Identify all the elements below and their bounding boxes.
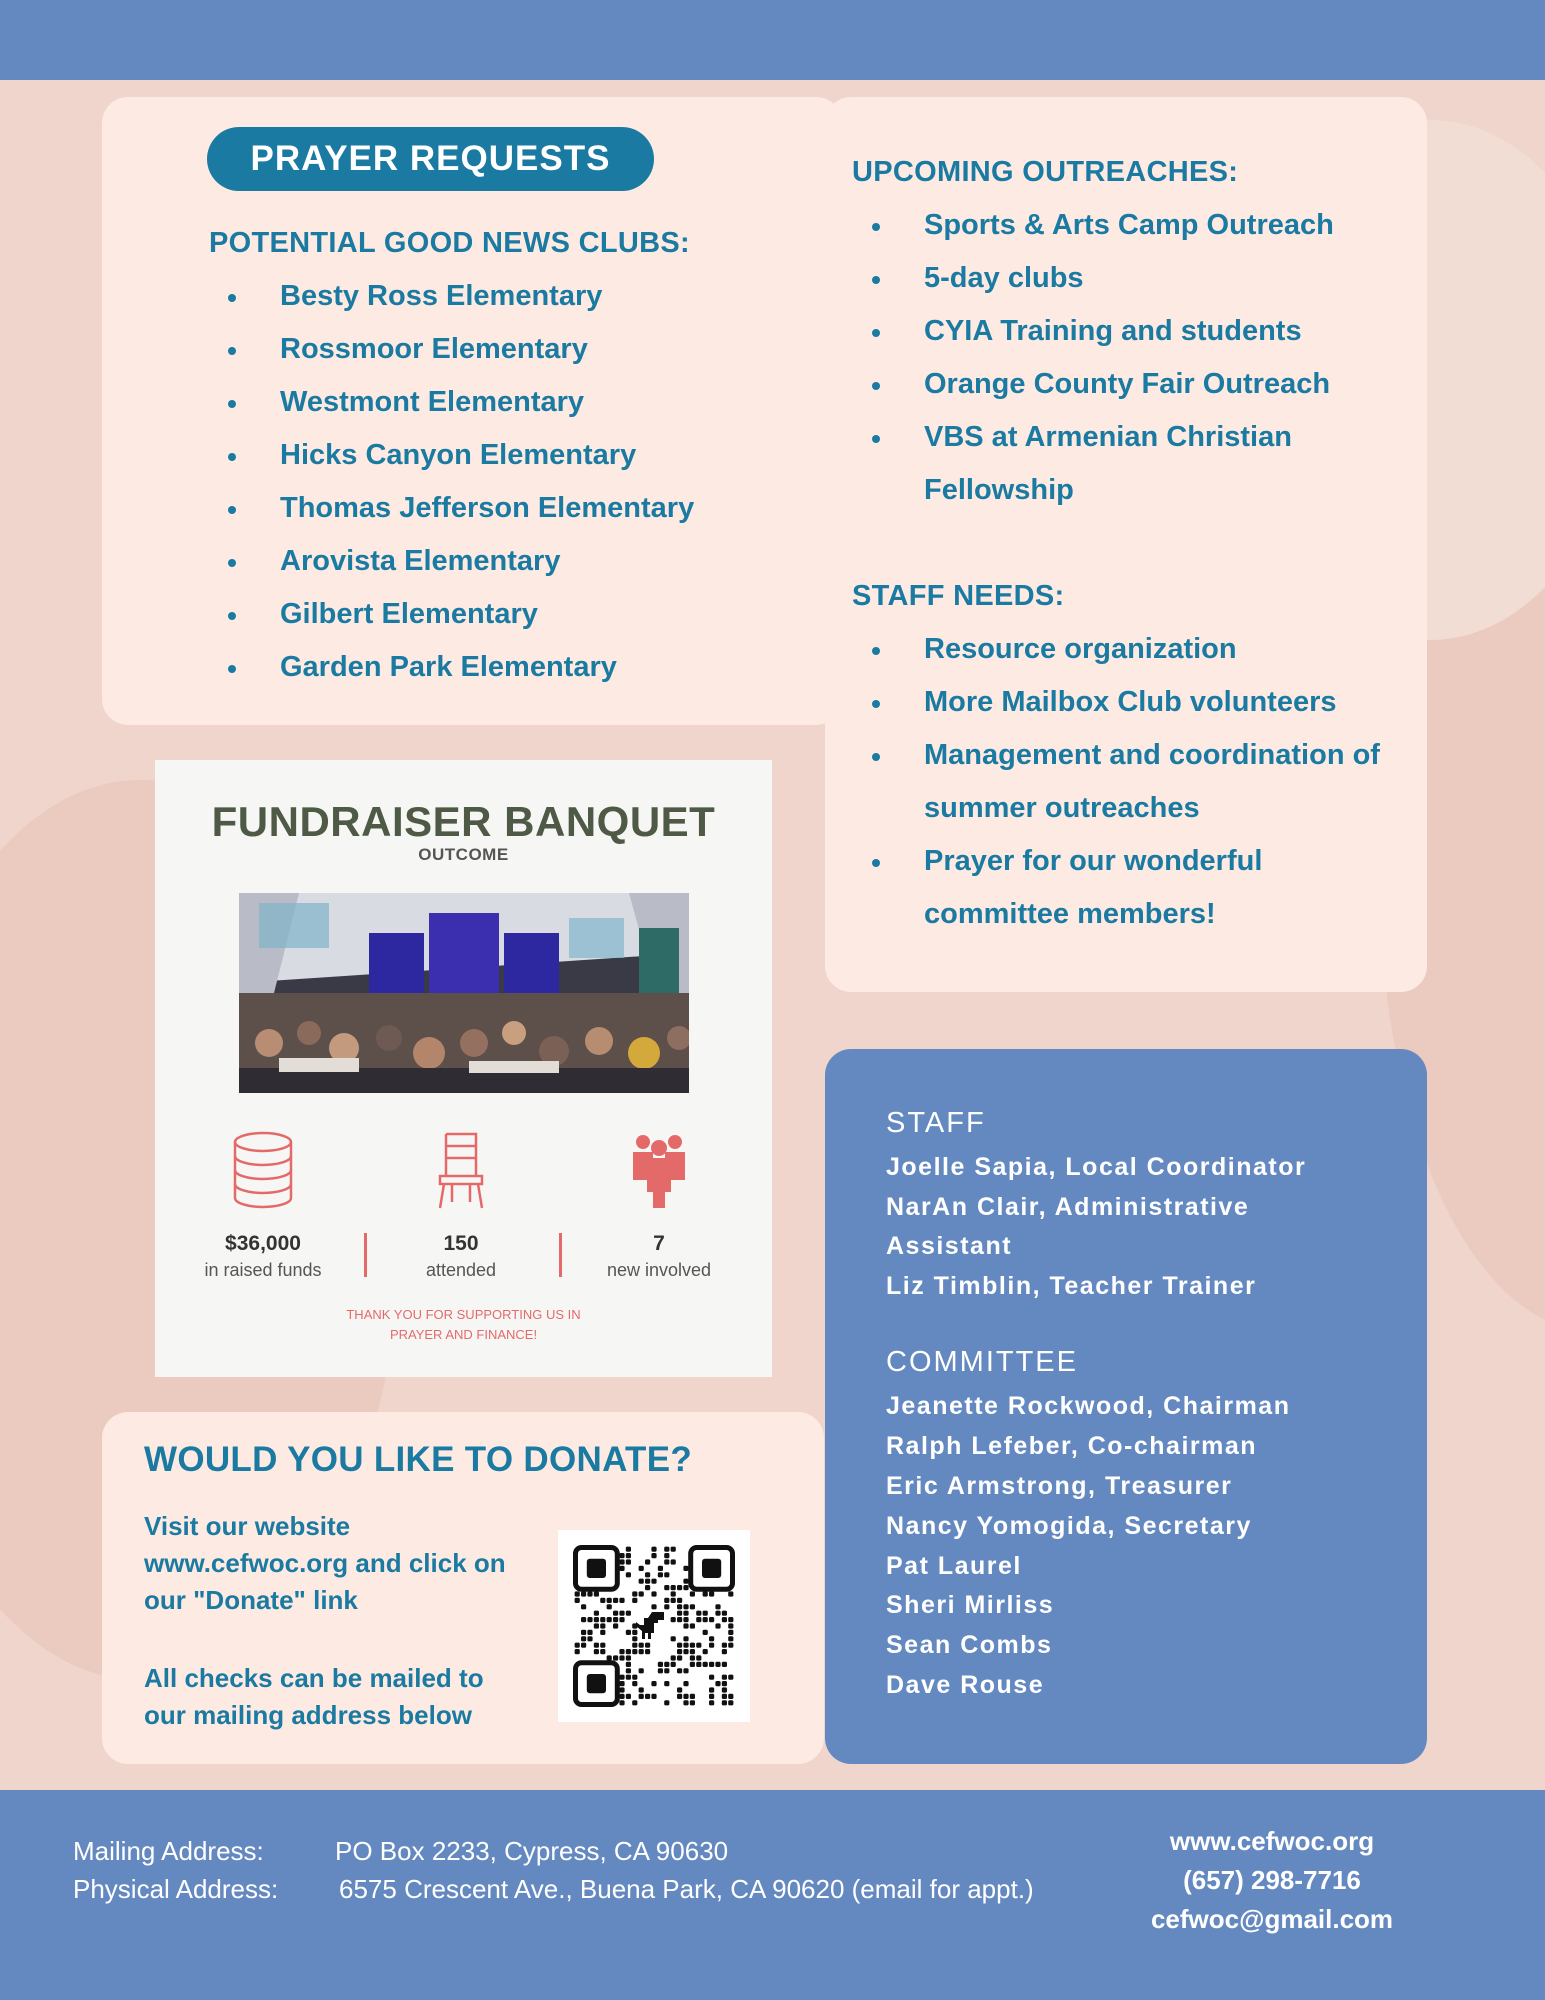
staff-needs-heading: STAFF NEEDS: (852, 580, 1065, 612)
list-item-continued: summer outreaches (924, 792, 1200, 824)
staff-needs-list (872, 623, 1380, 941)
stat-value: 7 (653, 1232, 665, 1255)
list-item: CYIA Training and students (872, 305, 1334, 358)
fundraiser-subtitle: OUTCOME (418, 845, 509, 864)
list-item: Orange County Fair Outreach (872, 358, 1334, 411)
donate-line: our mailing address below (144, 1700, 472, 1730)
list-item: Hicks Canyon Elementary (228, 429, 694, 482)
footer-phone[interactable]: (657) 298-7716 (1183, 1865, 1361, 1895)
banquet-photo-illustration (239, 893, 689, 1093)
thank-you-message (155, 1305, 772, 1345)
physical-address-value: 6575 Crescent Ave., Buena Park, CA 90620 (email for appt.) (339, 1874, 1034, 1904)
staff-heading: STAFF (886, 1107, 986, 1139)
footer-website-link[interactable]: www.cefwoc.org (1169, 1826, 1375, 1856)
stat-attended (361, 1130, 561, 1281)
list-item: Sports & Arts Camp Outreach (872, 199, 1334, 252)
stat-value: $36,000 (225, 1232, 301, 1255)
committee-line: Eric Armstrong, Treasurer (886, 1472, 1233, 1500)
donate-line: All checks can be mailed to (144, 1663, 484, 1693)
stat-value: 150 (443, 1232, 479, 1255)
thank-you-line: THANK YOU FOR SUPPORTING US IN (346, 1307, 581, 1322)
outreaches-list (872, 199, 1334, 517)
committee-line: Ralph Lefeber, Co-chairman (886, 1432, 1258, 1460)
list-item: Prayer for our wonderful (872, 835, 1380, 888)
mailing-address-value: PO Box 2233, Cypress, CA 90630 (335, 1836, 729, 1866)
stat-funds (163, 1130, 363, 1281)
donate-line: our "Donate" link (144, 1585, 358, 1615)
qr-code-icon (558, 1530, 750, 1722)
donate-line: www.cefwoc.org and click on (144, 1548, 506, 1578)
list-item: 5-day clubs (872, 252, 1334, 305)
coin-stack-icon (231, 1130, 295, 1210)
donate-line: Visit our website (144, 1511, 351, 1541)
stat-new-involved (559, 1130, 759, 1281)
list-item-continued: Fellowship (924, 474, 1074, 506)
list-item: Garden Park Elementary (228, 641, 694, 694)
list-item: Thomas Jefferson Elementary (228, 482, 694, 535)
staff-line: NarAn Clair, Administrative (886, 1193, 1250, 1221)
list-item: Arovista Elementary (228, 535, 694, 588)
list-item: Westmont Elementary (228, 376, 694, 429)
list-item: VBS at Armenian Christian (872, 411, 1334, 464)
list-item: Gilbert Elementary (228, 588, 694, 641)
fundraiser-banquet-panel (155, 760, 772, 1377)
good-news-clubs-heading: POTENTIAL GOOD NEWS CLUBS: (209, 227, 690, 259)
list-item: Management and coordination of (872, 729, 1380, 782)
list-item: More Mailbox Club volunteers (872, 676, 1380, 729)
chair-icon (436, 1130, 486, 1210)
list-item: Besty Ross Elementary (228, 270, 694, 323)
fundraiser-title: FUNDRAISER BANQUET (211, 798, 716, 845)
top-banner (0, 0, 1545, 80)
committee-line: Nancy Yomogida, Secretary (886, 1512, 1252, 1540)
committee-heading: COMMITTEE (886, 1346, 1078, 1378)
list-item-continued: committee members! (924, 898, 1216, 930)
committee-line: Sheri Mirliss (886, 1591, 1055, 1619)
stat-label: in raised funds (204, 1260, 322, 1280)
staff-line: Assistant (886, 1232, 1013, 1260)
mailing-address-label: Mailing Address: (73, 1836, 264, 1866)
donate-title: WOULD YOU LIKE TO DONATE? (144, 1440, 693, 1479)
staff-line: Joelle Sapia, Local Coordinator (886, 1153, 1307, 1181)
banquet-photo (239, 893, 689, 1093)
footer-email-link[interactable]: cefwoc@gmail.com (1150, 1904, 1394, 1934)
stat-label: new involved (606, 1260, 712, 1280)
donate-website-text (144, 1508, 506, 1619)
stat-label: attended (425, 1260, 497, 1280)
staff-line: Liz Timblin, Teacher Trainer (886, 1272, 1257, 1300)
prayer-requests-pill: PRAYER REQUESTS (207, 127, 654, 191)
thank-you-line: PRAYER AND FINANCE! (389, 1327, 538, 1342)
list-item: Resource organization (872, 623, 1380, 676)
people-icon (631, 1130, 687, 1210)
committee-line: Dave Rouse (886, 1671, 1045, 1699)
committee-line: Pat Laurel (886, 1552, 1022, 1580)
good-news-clubs-list (228, 270, 694, 694)
committee-line: Sean Combs (886, 1631, 1053, 1659)
list-item: Rossmoor Elementary (228, 323, 694, 376)
donate-qr-code[interactable] (558, 1530, 750, 1722)
committee-line: Jeanette Rockwood, Chairman (886, 1392, 1291, 1420)
upcoming-outreaches-heading: UPCOMING OUTREACHES: (852, 156, 1239, 188)
physical-address-label: Physical Address: (73, 1874, 279, 1904)
donate-checks-text (144, 1660, 484, 1734)
